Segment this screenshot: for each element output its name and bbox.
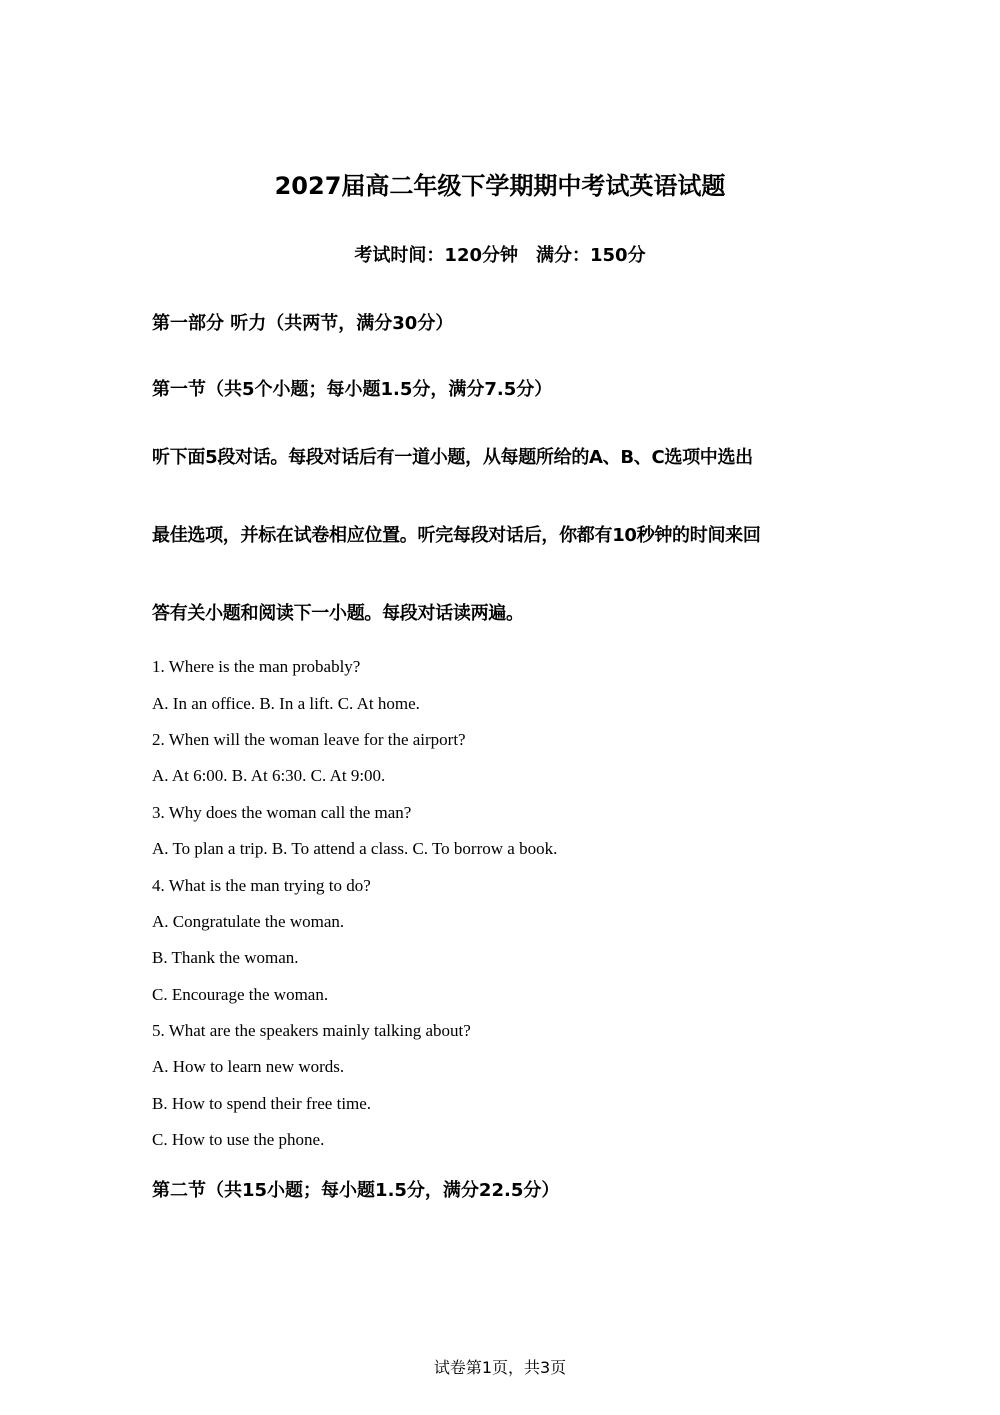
question-1-options: A. In an office. B. In a lift. C. At home. <box>152 694 420 713</box>
question-2-options: A. At 6:00. B. At 6:30. C. At 9:00. <box>152 766 386 785</box>
question-1: 1. Where is the man probably? <box>152 657 361 676</box>
instructions-line-2: 最佳选项，并标在试卷相应位置。听完每段对话后，你都有10秒钟的时间来回 <box>152 525 761 546</box>
exam-title: 2027届高二年级下学期期中考试英语试题 <box>274 172 726 200</box>
part1-heading: 第一部分 听力（共两节，满分30分） <box>152 313 454 334</box>
question-4-option-a: A. Congratulate the woman. <box>152 912 345 931</box>
instructions-line-3: 答有关小题和阅读下一小题。每段对话读两遍。 <box>152 603 524 624</box>
page-footer: 试卷第1页，共3页 <box>433 1358 567 1377</box>
section2-heading: 第二节（共15小题；每小题1.5分，满分22.5分） <box>152 1180 560 1201</box>
question-4-option-c: C. Encourage the woman. <box>152 985 329 1004</box>
section1-heading: 第一节（共5个小题；每小题1.5分，满分7.5分） <box>152 379 553 400</box>
question-3: 3. Why does the woman call the man? <box>152 803 412 822</box>
question-5-option-c: C. How to use the phone. <box>152 1130 325 1149</box>
question-5-option-a: A. How to learn new words. <box>152 1057 345 1076</box>
question-4: 4. What is the man trying to do? <box>152 876 371 895</box>
question-5-option-b: B. How to spend their free time. <box>152 1094 372 1113</box>
question-2: 2. When will the woman leave for the airport? <box>152 730 466 749</box>
question-4-option-b: B. Thank the woman. <box>152 948 299 967</box>
instructions-line-1: 听下面5段对话。每段对话后有一道小题，从每题所给的A、B、C选项中选出 <box>152 447 753 468</box>
exam-time-and-score: 考试时间：120分钟 满分：150分 <box>354 245 646 266</box>
question-5: 5. What are the speakers mainly talking about? <box>152 1021 471 1040</box>
question-3-options: A. To plan a trip. B. To attend a class. C. To borrow a book. <box>152 839 558 858</box>
